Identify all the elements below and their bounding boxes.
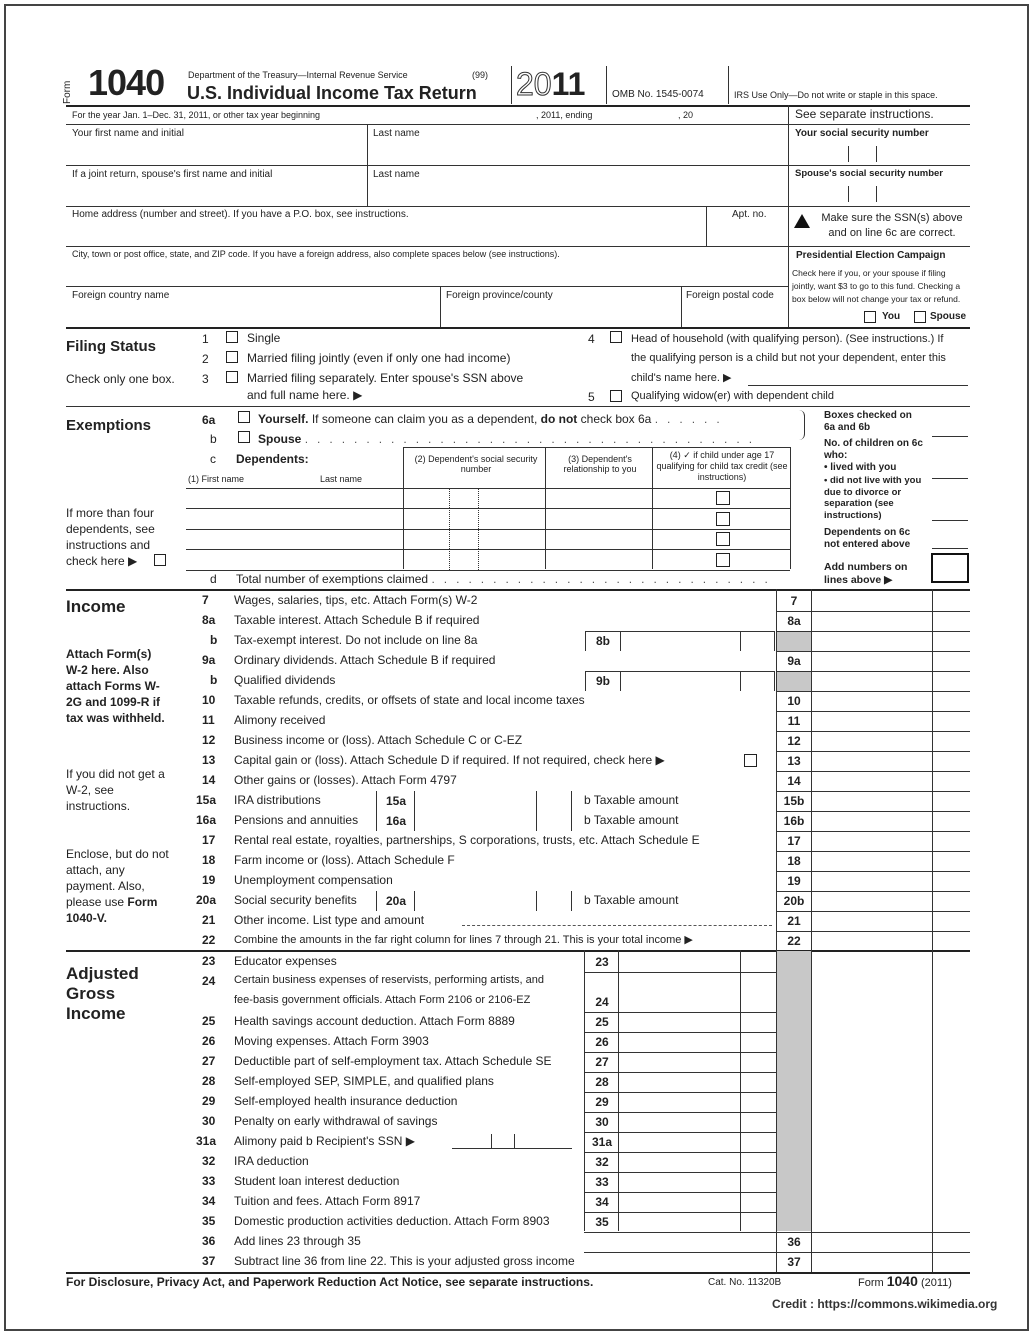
head-of-household-label-3: child's name here. ▶ bbox=[631, 372, 732, 384]
shaded-cell bbox=[777, 672, 811, 691]
income-line-number: 14 bbox=[202, 773, 216, 787]
agi-title: Adjusted Gross Income bbox=[66, 964, 139, 1023]
income-line-number: 13 bbox=[202, 753, 216, 767]
married-separately-label-2: and full name here. ▶ bbox=[247, 388, 363, 402]
foreign-country-label: Foreign country name bbox=[72, 290, 170, 301]
income-attach-note: Attach Form(s) W-2 here. Also attach Forms W-2G and 1099-R if tax was withheld. bbox=[66, 647, 165, 725]
income-inner-field[interactable] bbox=[585, 671, 775, 691]
agi-line-label: Subtract line 36 from line 22. This is your adjusted gross income bbox=[234, 1254, 575, 1268]
income-amount-input[interactable] bbox=[813, 872, 931, 890]
campaign-you-checkbox[interactable] bbox=[864, 311, 876, 323]
income-amount-input[interactable] bbox=[813, 852, 931, 870]
income-line-label: Qualified dividends bbox=[234, 673, 336, 687]
did-not-live-label: • did not live with you due to divorce or separation (see instructions) bbox=[824, 475, 922, 521]
income-gross-box-label: 20a bbox=[385, 894, 407, 908]
spouse-last-name-input[interactable] bbox=[372, 181, 784, 205]
filing-num-4: 4 bbox=[588, 332, 595, 346]
income-line-number: 17 bbox=[202, 833, 216, 847]
ssn-warning: Make sure the SSN(s) above and on line 6c are correct. bbox=[821, 212, 963, 239]
agi-line-label: Penalty on early withdrawal of savings bbox=[234, 1114, 438, 1128]
agi-box-label: 25 bbox=[595, 1015, 609, 1029]
income-box-label: 8a bbox=[787, 614, 801, 628]
agi-line-label: fee-basis government officials. Attach Form 2106 or 2106-EZ bbox=[234, 994, 531, 1006]
more-dependents-checkbox[interactable] bbox=[154, 554, 166, 566]
agi-box-label: 35 bbox=[595, 1215, 609, 1229]
warning-triangle-icon bbox=[794, 214, 810, 228]
agi-line-number: 35 bbox=[202, 1214, 216, 1228]
dep-col4-header: (4) ✓ if child under age 17 qualifying for child tax credit (see instructions) bbox=[656, 450, 788, 482]
agi-total-box-label: 36 bbox=[787, 1235, 801, 1249]
income-title: Income bbox=[66, 597, 126, 616]
income-amount-input[interactable] bbox=[813, 772, 931, 790]
ssn-divider bbox=[449, 510, 450, 529]
ssn-divider bbox=[449, 530, 450, 549]
line-6a-text: If someone can claim you as a dependent, bbox=[311, 412, 538, 426]
form-number: 1040 bbox=[88, 62, 165, 103]
income-enclose-note bbox=[66, 846, 170, 926]
first-name-input[interactable] bbox=[70, 140, 364, 164]
agi-line-label: Add lines 23 through 35 bbox=[234, 1234, 361, 1248]
apt-label: Apt. no. bbox=[732, 209, 767, 220]
home-address-input[interactable] bbox=[70, 222, 702, 244]
agi-line-number: 29 bbox=[202, 1094, 216, 1108]
married-jointly-label: Married filing jointly (even if only one had income) bbox=[247, 351, 511, 365]
spouse-ssn-label: Spouse's social security number bbox=[795, 168, 943, 179]
head-of-household-label: Head of household (with qualifying person). (See instructions.) If bbox=[631, 333, 944, 345]
income-no-w2-note: If you did not get a W-2, see instructions. bbox=[66, 767, 165, 813]
income-line-label: IRA distributions bbox=[234, 793, 321, 807]
agi-line-label: Self-employed health insurance deduction bbox=[234, 1094, 458, 1108]
income-line-number: 8a bbox=[202, 613, 216, 627]
dependent-name-input[interactable] bbox=[188, 511, 400, 528]
income-amount-input[interactable] bbox=[813, 712, 931, 730]
qualifying-child-name-input[interactable] bbox=[748, 370, 968, 386]
twenty-label: , 20 bbox=[678, 110, 694, 120]
income-line-label: Taxable refunds, credits, or offsets of state and local income taxes bbox=[234, 693, 585, 707]
income-line-label: Farm income or (loss). Attach Schedule F bbox=[234, 853, 455, 867]
income-box-label: 19 bbox=[787, 874, 801, 888]
agi-amount-input[interactable] bbox=[620, 1093, 738, 1111]
income-line-number: 18 bbox=[202, 853, 216, 867]
agi-box-label: 23 bbox=[595, 955, 609, 969]
agi-line-label: Deductible part of self-employment tax. Attach Schedule SE bbox=[234, 1054, 552, 1068]
income-amount-input[interactable] bbox=[813, 792, 931, 810]
year-outline: 20 bbox=[516, 66, 552, 102]
income-amount-input[interactable] bbox=[813, 832, 931, 850]
income-line-number: 21 bbox=[202, 913, 216, 927]
child-tax-credit-checkbox[interactable] bbox=[716, 512, 730, 526]
taxable-amount-label: b Taxable amount bbox=[584, 813, 679, 827]
income-amount-input[interactable] bbox=[813, 592, 931, 610]
exemptions-title: Exemptions bbox=[66, 417, 152, 434]
income-line-number: 11 bbox=[202, 713, 215, 727]
footer-year: (2011) bbox=[920, 1277, 952, 1289]
income-line-number: 22 bbox=[202, 933, 216, 947]
income-amount-input[interactable] bbox=[813, 812, 931, 830]
income-line-label: Pensions and annuities bbox=[234, 813, 359, 827]
income-box-label: 13 bbox=[787, 754, 801, 768]
spouse-first-name-label: If a joint return, spouse's first name and initial bbox=[72, 169, 273, 180]
agi-line-label: Moving expenses. Attach Form 3903 bbox=[234, 1034, 429, 1048]
irs-use-only: IRS Use Only—Do not write or staple in this space. bbox=[734, 90, 938, 100]
first-name-label: Your first name and initial bbox=[72, 128, 184, 139]
income-line-label: Other gains or (losses). Attach Form 4797 bbox=[234, 773, 457, 787]
home-address-label: Home address (number and street). If you have a P.O. box, see instructions. bbox=[72, 209, 409, 220]
spouse-ssn-input[interactable] bbox=[792, 182, 968, 204]
campaign-spouse-checkbox[interactable] bbox=[914, 311, 926, 323]
agi-line-number: 28 bbox=[202, 1074, 216, 1088]
line-6a-bold: Yourself. bbox=[258, 412, 309, 426]
line-d-text: Total number of exemptions claimed bbox=[236, 572, 429, 586]
agi-line-number: 32 bbox=[202, 1154, 216, 1168]
agi-amount-input[interactable] bbox=[620, 1133, 738, 1151]
married-jointly-checkbox[interactable] bbox=[226, 351, 238, 363]
ending-label: , 2011, ending bbox=[536, 110, 593, 120]
dependent-relationship-input[interactable] bbox=[548, 511, 648, 528]
not-entered-label: Dependents on 6c not entered above bbox=[824, 527, 911, 550]
dependent-name-input[interactable] bbox=[188, 552, 400, 569]
more-dependents-note: If more than four dependents, see instructions and check here ▶ bbox=[66, 506, 155, 568]
ssn-divider bbox=[478, 489, 479, 508]
agi-line-number: 25 bbox=[202, 1014, 216, 1028]
tax-year-line: For the year Jan. 1–Dec. 31, 2011, or other tax year beginning bbox=[72, 110, 320, 120]
line-6b-num: b bbox=[210, 432, 217, 446]
agi-line-number: 27 bbox=[202, 1054, 216, 1068]
income-line-number: 20a bbox=[196, 893, 217, 907]
income-line-label: Alimony received bbox=[234, 713, 326, 727]
other-income-type-input[interactable] bbox=[462, 925, 772, 926]
income-line-label: Other income. List type and amount bbox=[234, 913, 425, 927]
child-tax-credit-checkbox[interactable] bbox=[716, 532, 730, 546]
child-tax-credit-checkbox[interactable] bbox=[716, 553, 730, 567]
shaded-cell bbox=[777, 632, 811, 651]
ssn-divider bbox=[478, 530, 479, 549]
form-1040v: Form 1040-V. bbox=[66, 895, 158, 925]
total-exemptions-label: Total number of exemptions claimed ............................ bbox=[236, 572, 777, 586]
boxes-checked-label: Boxes checked on 6a and 6b bbox=[824, 410, 912, 433]
foreign-postal-label: Foreign postal code bbox=[686, 290, 774, 301]
income-line-number: 16a bbox=[196, 813, 217, 827]
income-amount-input[interactable] bbox=[813, 752, 931, 770]
dependent-ssn-input[interactable] bbox=[406, 531, 542, 548]
agi-line-number: 26 bbox=[202, 1034, 216, 1048]
dependent-relationship-input[interactable] bbox=[548, 552, 648, 569]
privacy-notice: For Disclosure, Privacy Act, and Paperwork Reduction Act Notice, see separate instructions. bbox=[66, 1275, 594, 1289]
income-line-label: Business income or (loss). Attach Schedule C or C-EZ bbox=[234, 733, 523, 747]
filing-status-note: Check only one box. bbox=[66, 372, 175, 386]
income-line-number: 9a bbox=[202, 653, 216, 667]
foreign-province-label: Foreign province/county bbox=[446, 290, 553, 301]
agi-line-label: IRA deduction bbox=[234, 1154, 309, 1168]
lived-with-you-label: • lived with you bbox=[824, 462, 897, 473]
foreign-country-input[interactable] bbox=[70, 302, 436, 324]
agi-total-box-label: 37 bbox=[787, 1255, 801, 1269]
income-line-number: b bbox=[210, 673, 218, 687]
income-line-number: 10 bbox=[202, 693, 216, 707]
form-title: U.S. Individual Income Tax Return bbox=[187, 83, 477, 103]
agi-total-input[interactable] bbox=[813, 1253, 931, 1271]
recipient-ssn-input[interactable] bbox=[452, 1148, 572, 1149]
income-box-label: 7 bbox=[790, 594, 798, 608]
income-box-label: 10 bbox=[787, 694, 801, 708]
apt-input[interactable] bbox=[710, 222, 784, 244]
income-line-number: b bbox=[210, 633, 218, 647]
enclose-text: Enclose, but do not attach, any payment. Also, please use bbox=[66, 847, 169, 909]
agi-amount-input[interactable] bbox=[620, 1193, 738, 1211]
agi-box-label: 28 bbox=[595, 1075, 609, 1089]
exemption-brace bbox=[798, 410, 805, 440]
form-code: (99) bbox=[472, 70, 489, 80]
income-amount-input[interactable] bbox=[813, 892, 931, 910]
agi-box-label: 29 bbox=[595, 1095, 609, 1109]
see-instructions: See separate instructions. bbox=[795, 107, 934, 121]
dep-col2-header: (2) Dependent's social security number bbox=[414, 454, 538, 474]
single-checkbox[interactable] bbox=[226, 331, 238, 343]
agi-line-label: Health savings account deduction. Attach Form 8889 bbox=[234, 1014, 515, 1028]
foreign-postal-input[interactable] bbox=[684, 302, 786, 324]
line-6b-label: Spouse ..................................... bbox=[258, 432, 762, 446]
income-box-label: 17 bbox=[787, 834, 801, 848]
filing-num-3: 3 bbox=[202, 372, 209, 386]
income-box-label: 20b bbox=[783, 894, 805, 908]
dep-col3-header: (3) Dependent's relationship to you bbox=[563, 454, 637, 474]
dependents-label: Dependents: bbox=[236, 452, 309, 466]
agi-amount-input[interactable] bbox=[620, 1113, 738, 1131]
capital-gain-checkbox[interactable] bbox=[744, 754, 757, 767]
tax-year-begin-input[interactable] bbox=[372, 108, 532, 122]
omb-number: OMB No. 1545-0074 bbox=[612, 89, 704, 100]
income-amount-input[interactable] bbox=[813, 652, 931, 670]
income-amount-input[interactable] bbox=[813, 732, 931, 750]
married-separately-checkbox[interactable] bbox=[226, 371, 238, 383]
income-gross-box-label: 15a bbox=[385, 794, 407, 808]
image-credit[interactable]: Credit : https://commons.wikimedia.org bbox=[772, 1297, 998, 1311]
agi-line-label: Educator expenses bbox=[234, 954, 337, 968]
campaign-you-label: You bbox=[882, 311, 901, 322]
agi-line-label: Self-employed SEP, SIMPLE, and qualified plans bbox=[234, 1074, 494, 1088]
filing-num-1: 1 bbox=[202, 332, 209, 346]
your-ssn-input[interactable] bbox=[792, 142, 968, 164]
taxable-amount-label: b Taxable amount bbox=[584, 793, 679, 807]
campaign-spouse-label: Spouse bbox=[930, 311, 967, 322]
income-box-label: 15b bbox=[783, 794, 805, 808]
total-exemptions-box[interactable] bbox=[931, 553, 969, 583]
dependent-ssn-input[interactable] bbox=[406, 490, 542, 507]
income-line-number: 19 bbox=[202, 873, 216, 887]
ssn-divider bbox=[449, 551, 450, 570]
dependent-relationship-input[interactable] bbox=[548, 490, 648, 507]
ssn-divider bbox=[478, 510, 479, 529]
agi-amount-input[interactable] bbox=[620, 1033, 738, 1051]
income-box-label: 22 bbox=[787, 934, 801, 948]
income-box-label: 18 bbox=[787, 854, 801, 868]
line-6b-text: Spouse bbox=[258, 432, 302, 446]
spouse-first-name-input[interactable] bbox=[70, 181, 364, 205]
spouse-last-name-label: Last name bbox=[373, 169, 420, 180]
single-label: Single bbox=[247, 331, 281, 345]
agi-line-label: Certain business expenses of reservists, performing artists, and bbox=[234, 974, 544, 986]
agi-line-label: Alimony paid b Recipient's SSN ▶ bbox=[234, 1134, 415, 1148]
child-tax-credit-checkbox[interactable] bbox=[716, 491, 730, 505]
form-label: Form bbox=[62, 80, 73, 104]
income-amount-input[interactable] bbox=[813, 692, 931, 710]
footer-form-word: Form bbox=[858, 1277, 884, 1289]
income-amount-input[interactable] bbox=[813, 932, 931, 950]
agi-amount-input[interactable] bbox=[620, 1013, 738, 1031]
agi-box-label: 26 bbox=[595, 1035, 609, 1049]
city-label: City, town or post office, state, and ZIP code. If you have a foreign address, also complete spaces below (see instructions). bbox=[72, 249, 560, 259]
income-line-label: Capital gain or (loss). Attach Schedule D if required. If not required, check here ▶ bbox=[234, 753, 665, 767]
agi-line-number: 30 bbox=[202, 1114, 216, 1128]
agi-line-number: 37 bbox=[202, 1254, 216, 1268]
line-d-num: d bbox=[210, 572, 217, 586]
agi-line-number: 34 bbox=[202, 1194, 216, 1208]
dependent-relationship-input[interactable] bbox=[548, 531, 648, 548]
agi-amount-input[interactable] bbox=[620, 1173, 738, 1191]
income-line-label: Social security benefits bbox=[234, 893, 357, 907]
footer-form-id bbox=[858, 1273, 952, 1289]
income-line-label: Combine the amounts in the far right column for lines 7 through 21. This is your total income ▶ bbox=[234, 934, 693, 946]
year-bold: 11 bbox=[551, 66, 586, 102]
spouse-checkbox[interactable] bbox=[238, 431, 250, 443]
income-box-label: 14 bbox=[787, 774, 801, 788]
income-box-label: 12 bbox=[787, 734, 801, 748]
income-amount-input[interactable] bbox=[813, 612, 931, 630]
foreign-province-input[interactable] bbox=[444, 302, 678, 324]
income-line-number: 15a bbox=[196, 793, 217, 807]
department: Department of the Treasury—Internal Revenue Service bbox=[188, 70, 408, 80]
agi-amount-input[interactable] bbox=[620, 1153, 738, 1171]
income-line-label: Ordinary dividends. Attach Schedule B if required bbox=[234, 653, 496, 667]
agi-amount-input[interactable] bbox=[620, 993, 738, 1011]
dependent-ssn-input[interactable] bbox=[406, 511, 542, 528]
dependent-ssn-input[interactable] bbox=[406, 552, 542, 569]
dependent-name-input[interactable] bbox=[188, 531, 400, 548]
agi-box-label: 31a bbox=[591, 1135, 613, 1149]
dependent-name-input[interactable] bbox=[188, 490, 400, 507]
last-name-label: Last name bbox=[373, 128, 420, 139]
income-amount-input[interactable] bbox=[813, 912, 931, 930]
ssn-divider bbox=[478, 551, 479, 570]
agi-amount-input[interactable] bbox=[620, 1053, 738, 1071]
filing-status-title: Filing Status bbox=[66, 338, 156, 355]
children-label: No. of children on 6c who: bbox=[824, 438, 923, 461]
your-ssn-label: Your social security number bbox=[795, 128, 929, 139]
income-line-label: Unemployment compensation bbox=[234, 873, 393, 887]
agi-line-number: 33 bbox=[202, 1174, 216, 1188]
income-box-label: 9a bbox=[787, 654, 801, 668]
add-numbers-label: Add numbers on lines above ▶ bbox=[824, 561, 908, 586]
agi-amount-input[interactable] bbox=[620, 1073, 738, 1091]
qualifying-widow-checkbox[interactable] bbox=[610, 390, 622, 402]
agi-box-label: 24 bbox=[595, 995, 609, 1009]
income-box-label: 11 bbox=[787, 714, 801, 728]
agi-line-label: Domestic production activities deduction. Attach Form 8903 bbox=[234, 1214, 550, 1228]
agi-line-label: Tuition and fees. Attach Form 8917 bbox=[234, 1194, 421, 1208]
tax-year-end-input[interactable] bbox=[604, 108, 674, 122]
head-of-household-checkbox[interactable] bbox=[610, 331, 622, 343]
line-6c-num: c bbox=[210, 452, 216, 466]
line-6a-num: 6a bbox=[202, 413, 216, 427]
income-line-number: 7 bbox=[202, 593, 209, 607]
catalog-number: Cat. No. 11320B bbox=[708, 1277, 782, 1288]
dep-col1-first: (1) First name bbox=[188, 474, 245, 484]
yourself-checkbox[interactable] bbox=[238, 411, 250, 423]
income-inner-box-label: 8b bbox=[595, 634, 610, 648]
income-line-label: Wages, salaries, tips, etc. Attach Form(s) W-2 bbox=[234, 593, 478, 607]
agi-amount-input[interactable] bbox=[620, 1213, 738, 1231]
dep-col1-last: Last name bbox=[320, 474, 363, 484]
agi-line-number: 36 bbox=[202, 1234, 216, 1248]
agi-total-input[interactable] bbox=[813, 1233, 931, 1251]
agi-line-number: 24 bbox=[202, 974, 216, 988]
campaign-text: Check here if you, or your spouse if filing jointly, want $3 to go to this fund. Checking a box below will not change your tax or refund. bbox=[792, 268, 961, 304]
income-line-label: Taxable interest. Attach Schedule B if required bbox=[234, 613, 480, 627]
agi-box-label: 32 bbox=[595, 1155, 609, 1169]
agi-line-number: 23 bbox=[202, 954, 216, 968]
qualifying-widow-label: Qualifying widow(er) with dependent child bbox=[631, 390, 834, 402]
agi-box-label: 34 bbox=[595, 1195, 609, 1209]
city-input[interactable] bbox=[70, 262, 784, 284]
income-box-label: 21 bbox=[787, 914, 801, 928]
head-of-household-label-2: the qualifying person is a child but not your dependent, enter this bbox=[631, 352, 946, 364]
ssn-divider bbox=[449, 489, 450, 508]
taxable-amount-label: b Taxable amount bbox=[584, 893, 679, 907]
campaign-title: Presidential Election Campaign bbox=[796, 250, 946, 261]
income-line-number: 12 bbox=[202, 733, 216, 747]
income-gross-box-label: 16a bbox=[385, 814, 407, 828]
agi-box-label: 27 bbox=[595, 1055, 609, 1069]
married-separately-label: Married filing separately. Enter spouse's SSN above bbox=[247, 371, 524, 385]
filing-num-2: 2 bbox=[202, 352, 209, 366]
agi-box-label: 30 bbox=[595, 1115, 609, 1129]
footer-form-num: 1040 bbox=[886, 1273, 918, 1289]
agi-amount-input[interactable] bbox=[620, 953, 738, 971]
line-6a-end: check box 6a bbox=[580, 412, 652, 426]
filing-num-5: 5 bbox=[588, 390, 595, 404]
income-inner-box-label: 9b bbox=[595, 674, 610, 688]
agi-line-label: Student loan interest deduction bbox=[234, 1174, 400, 1188]
income-line-label: Tax-exempt interest. Do not include on line 8a bbox=[234, 633, 478, 647]
tax-year bbox=[516, 66, 585, 103]
income-inner-field[interactable] bbox=[585, 631, 775, 651]
line-6a-label: Yourself. If someone can claim you as a dependent, do not check box 6a ...... bbox=[258, 412, 729, 426]
income-line-label: Rental real estate, royalties, partnerships, S corporations, trusts, etc. Attach Schedule E bbox=[234, 833, 700, 847]
line-6a-not: do not bbox=[540, 412, 578, 426]
last-name-input[interactable] bbox=[372, 140, 784, 164]
agi-box-label: 33 bbox=[595, 1175, 609, 1189]
agi-line-number: 31a bbox=[196, 1134, 217, 1148]
income-box-label: 16b bbox=[783, 814, 805, 828]
